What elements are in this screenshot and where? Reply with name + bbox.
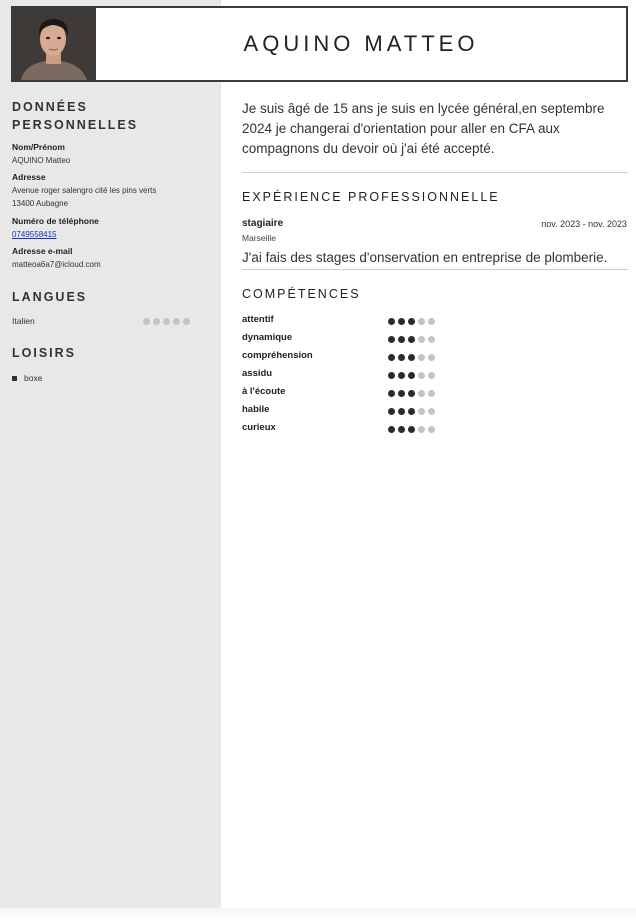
level-dot-filled (408, 336, 415, 343)
job-place: Marseille (242, 233, 277, 243)
page-bottom-edge (0, 908, 636, 922)
level-dot-empty (163, 318, 170, 325)
level-dot-empty (428, 318, 435, 325)
header (11, 6, 628, 82)
level-dot-empty (428, 408, 435, 415)
level-dot-filled (398, 408, 405, 415)
level-dot-empty (428, 336, 435, 343)
level-dot-filled (398, 354, 405, 361)
skill-level (388, 426, 435, 433)
level-dot-filled (398, 336, 405, 343)
name-label: Nom/Prénom (12, 142, 65, 152)
level-dot-filled (408, 426, 415, 433)
address-line-2: 13400 Aubagne (12, 199, 69, 208)
skill-name: curieux (242, 422, 276, 433)
personal-data-title-line1: DONNÉES (12, 100, 88, 114)
language-level (143, 318, 190, 325)
skill-level (388, 372, 435, 379)
level-dot-filled (388, 336, 395, 343)
level-dot-empty (418, 336, 425, 343)
skill-name: habile (242, 404, 270, 415)
level-dot-filled (408, 390, 415, 397)
divider (242, 172, 628, 173)
level-dot-empty (418, 372, 425, 379)
languages-title: LANGUES (12, 290, 88, 304)
candidate-name: AQUINO MATTEO (243, 31, 479, 56)
level-dot-empty (173, 318, 180, 325)
skill-level (388, 390, 435, 397)
level-dot-empty (428, 426, 435, 433)
level-dot-empty (418, 354, 425, 361)
skill-name: assidu (242, 368, 273, 379)
level-dot-filled (388, 390, 395, 397)
experience-title: EXPÉRIENCE PROFESSIONNELLE (242, 190, 500, 204)
intro-text: Je suis âgé de 15 ans je suis en lycée général,en septembre 2024 je changerai d'orientation pour aller en CFA aux compagnons du devoir où j'ai été accepté. (242, 101, 605, 156)
level-dot-empty (428, 390, 435, 397)
skill-name: dynamique (242, 332, 293, 343)
level-dot-filled (388, 408, 395, 415)
hobbies-title: LOISIRS (12, 346, 77, 360)
level-dot-filled (408, 354, 415, 361)
level-dot-filled (388, 354, 395, 361)
job-title: stagiaire (242, 218, 284, 229)
bullet-icon (12, 376, 17, 381)
divider (242, 269, 628, 270)
hobby-item: boxe (24, 373, 43, 383)
level-dot-filled (398, 390, 405, 397)
profile-photo (13, 8, 96, 80)
level-dot-empty (428, 354, 435, 361)
sidebar (0, 0, 221, 908)
phone-link[interactable]: 0749558415 (12, 230, 57, 239)
level-dot-filled (408, 318, 415, 325)
level-dot-empty (418, 408, 425, 415)
level-dot-filled (398, 426, 405, 433)
level-dot-filled (388, 426, 395, 433)
level-dot-filled (398, 318, 405, 325)
level-dot-filled (408, 372, 415, 379)
profile-photo-image (13, 8, 94, 80)
level-dot-empty (418, 426, 425, 433)
job-dates: nov. 2023 - nov. 2023 (541, 219, 627, 229)
phone-label: Numéro de téléphone (12, 216, 99, 226)
skill-level (388, 408, 435, 415)
skill-name: attentif (242, 314, 274, 325)
level-dot-empty (183, 318, 190, 325)
phone-value (12, 228, 57, 241)
level-dot-filled (388, 318, 395, 325)
level-dot-filled (398, 372, 405, 379)
skill-level (388, 336, 435, 343)
level-dot-empty (418, 318, 425, 325)
skills-title: COMPÉTENCES (242, 287, 361, 301)
name-value: AQUINO Matteo (12, 156, 71, 165)
address-label: Adresse (12, 172, 46, 182)
skill-level (388, 354, 435, 361)
skill-level (388, 318, 435, 325)
skill-name: à l'écoute (242, 386, 286, 397)
level-dot-filled (408, 408, 415, 415)
personal-data-title-line2: PERSONNELLES (12, 118, 139, 132)
level-dot-empty (418, 390, 425, 397)
email-label: Adresse e-mail (12, 246, 73, 256)
job-description: J'ai fais des stages d'onservation en entreprise de plomberie. (242, 250, 608, 265)
email-value: matteoa6a7@icloud.com (12, 260, 101, 269)
level-dot-empty (153, 318, 160, 325)
level-dot-empty (143, 318, 150, 325)
language-name: Italien (12, 316, 35, 326)
address-line-1: Avenue roger salengro cité les pins verts (12, 186, 157, 195)
level-dot-filled (388, 372, 395, 379)
skill-name: compréhension (242, 350, 313, 361)
level-dot-empty (428, 372, 435, 379)
